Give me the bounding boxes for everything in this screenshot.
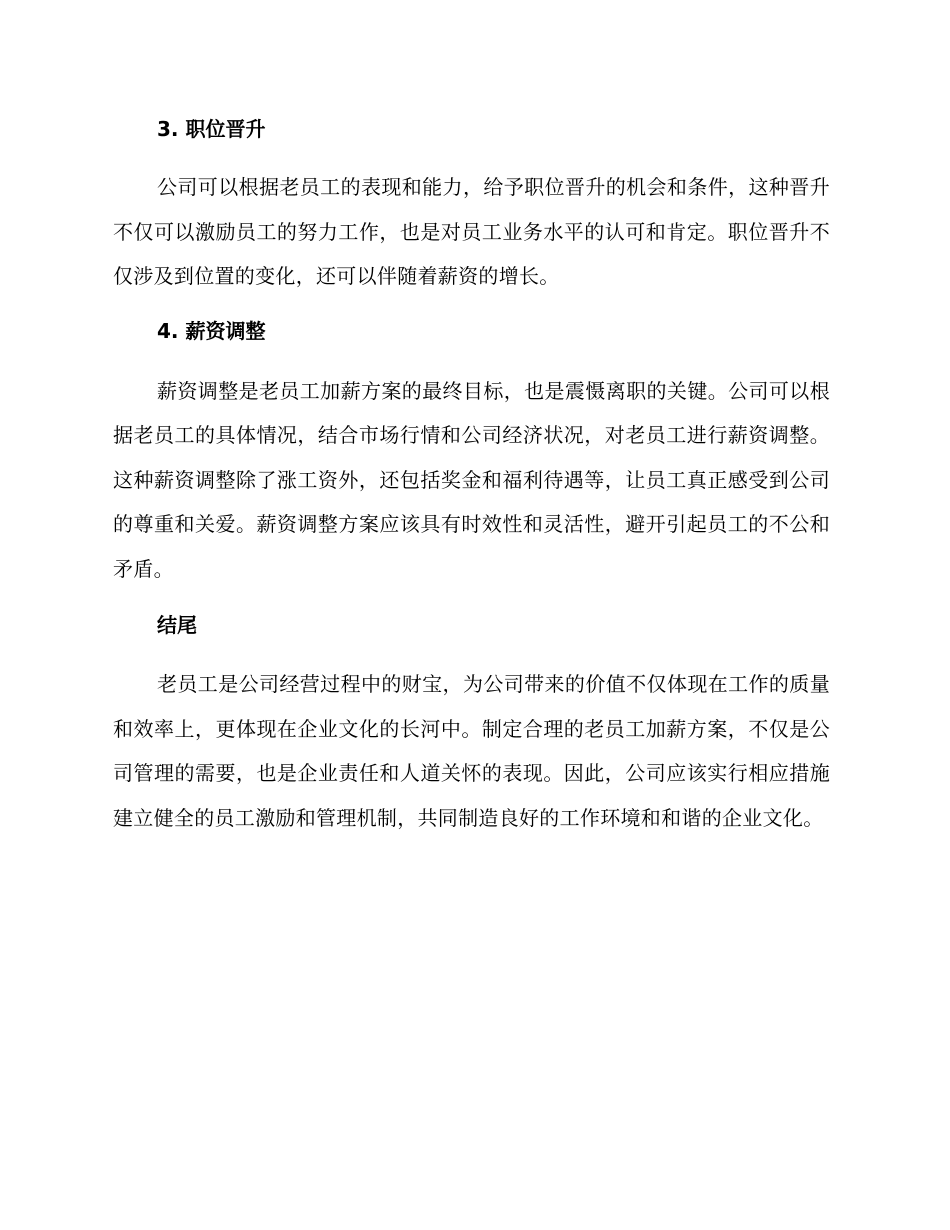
section-paragraph-promotion: 公司可以根据老员工的表现和能力，给予职位晋升的机会和条件，这种晋升不仅可以激励员工的努力工作，也是对员工业务水平的认可和肯定。职位晋升不仅涉及到位置的变化，还可以伴随着薪资的增长。 (113, 175, 830, 288)
section-heading-promotion: 3. 职位晋升 (157, 117, 266, 141)
section-paragraph-salary-adjustment: 薪资调整是老员工加薪方案的最终目标，也是震慑离职的关键。公司可以根据老员工的具体情况，结合市场行情和公司经济状况，对老员工进行薪资调整。这种薪资调整除了涨工资外，还包括奖金和福利待遇等，让员工真正感受到公司的尊重和关爱。薪资调整方案应该具有时效性和灵活性，避开引起员工的不公和矛盾。 (113, 378, 830, 581)
section-heading-salary-adjustment: 4. 薪资调整 (157, 318, 266, 343)
section-paragraph-conclusion: 老员工是公司经营过程中的财宝，为公司带来的价值不仅体现在工作的质量和效率上，更体现在企业文化的长河中。制定合理的老员工加薪方案，不仅是公司管理的需要，也是企业责任和人道关怀的表现。因此，公司应该实行相应措施建立健全的员工激励和管理机制，共同制造良好的工作环境和和谐的企业文化。 (113, 672, 830, 830)
document-page (113, 112, 830, 840)
section-heading-conclusion: 结尾 (157, 613, 197, 637)
